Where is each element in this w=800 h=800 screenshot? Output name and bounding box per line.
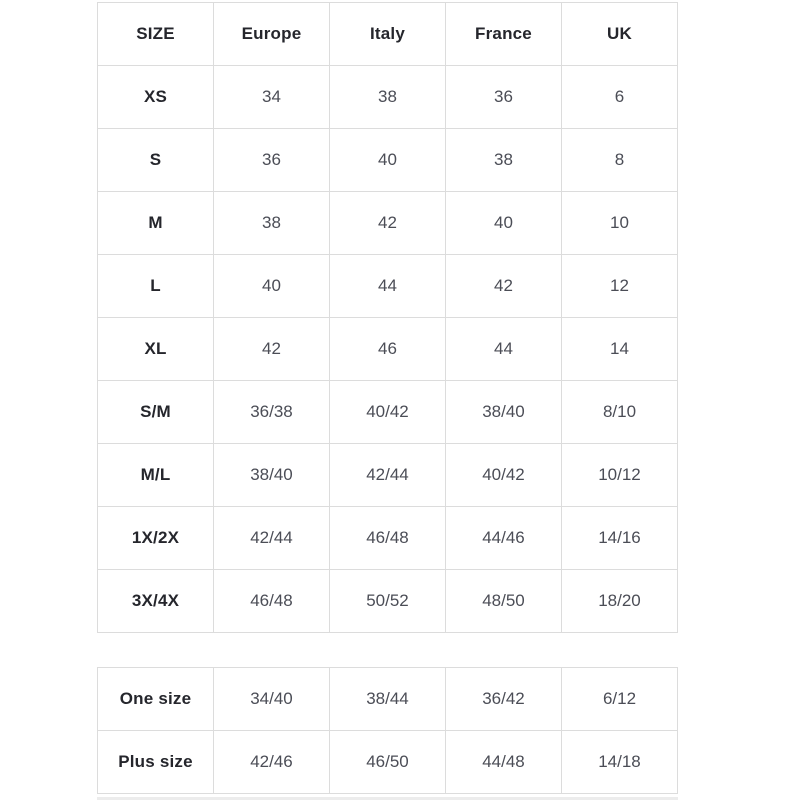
row-label: M/L bbox=[98, 444, 214, 507]
row-label: One size bbox=[98, 668, 214, 731]
table-row bbox=[98, 381, 678, 444]
table-row bbox=[98, 668, 678, 731]
table-cell: 48/50 bbox=[446, 570, 562, 633]
row-label: L bbox=[98, 255, 214, 318]
column-header-italy: Italy bbox=[330, 3, 446, 66]
table-cell: 42 bbox=[446, 255, 562, 318]
table-cell: 18/20 bbox=[562, 570, 678, 633]
table-row bbox=[98, 570, 678, 633]
table-cell: 44 bbox=[446, 318, 562, 381]
table-cell: 40 bbox=[446, 192, 562, 255]
table-row bbox=[98, 318, 678, 381]
table-cell: 44 bbox=[330, 255, 446, 318]
table-row bbox=[98, 66, 678, 129]
table-cell: 6 bbox=[562, 66, 678, 129]
table-cell: 42 bbox=[214, 318, 330, 381]
table-cell: 36 bbox=[446, 66, 562, 129]
table-cell: 50/52 bbox=[330, 570, 446, 633]
table-cell: 38/44 bbox=[330, 668, 446, 731]
row-label: XS bbox=[98, 66, 214, 129]
table-cell: 34 bbox=[214, 66, 330, 129]
table-cell: 42/44 bbox=[214, 507, 330, 570]
table-cell: 14/18 bbox=[562, 731, 678, 794]
table-cell: 38/40 bbox=[446, 381, 562, 444]
table-cell: 6/12 bbox=[562, 668, 678, 731]
table-cell: 38/40 bbox=[214, 444, 330, 507]
table-cell: 12 bbox=[562, 255, 678, 318]
row-label: XL bbox=[98, 318, 214, 381]
column-header-france: France bbox=[446, 3, 562, 66]
table-cell: 14/16 bbox=[562, 507, 678, 570]
table-cell: 42 bbox=[330, 192, 446, 255]
table-cell: 38 bbox=[446, 129, 562, 192]
table-cell: 42/44 bbox=[330, 444, 446, 507]
header-row bbox=[98, 3, 678, 66]
row-label: 1X/2X bbox=[98, 507, 214, 570]
table-row bbox=[98, 507, 678, 570]
size-conversion-table-main bbox=[97, 2, 678, 633]
table-cell: 40 bbox=[214, 255, 330, 318]
table-cell: 36/38 bbox=[214, 381, 330, 444]
size-conversion-table-extra bbox=[97, 667, 678, 794]
table-cell: 14 bbox=[562, 318, 678, 381]
table-cell: 44/48 bbox=[446, 731, 562, 794]
table-cell: 42/46 bbox=[214, 731, 330, 794]
table-cell: 46/50 bbox=[330, 731, 446, 794]
row-label: S bbox=[98, 129, 214, 192]
row-label: 3X/4X bbox=[98, 570, 214, 633]
row-label: Plus size bbox=[98, 731, 214, 794]
table-row bbox=[98, 129, 678, 192]
table-cell: 46/48 bbox=[330, 507, 446, 570]
table-cell: 36/42 bbox=[446, 668, 562, 731]
table-cell: 44/46 bbox=[446, 507, 562, 570]
column-header-uk: UK bbox=[562, 3, 678, 66]
table-cell: 38 bbox=[330, 66, 446, 129]
table-cell: 34/40 bbox=[214, 668, 330, 731]
table-cell: 46 bbox=[330, 318, 446, 381]
table-cell: 36 bbox=[214, 129, 330, 192]
table-cell: 10 bbox=[562, 192, 678, 255]
table-row bbox=[98, 192, 678, 255]
table-row bbox=[98, 444, 678, 507]
table-cell: 8/10 bbox=[562, 381, 678, 444]
row-label: M bbox=[98, 192, 214, 255]
table-cell: 40/42 bbox=[330, 381, 446, 444]
table-cell: 10/12 bbox=[562, 444, 678, 507]
table-row bbox=[98, 731, 678, 794]
table-cell: 40 bbox=[330, 129, 446, 192]
table-cell: 38 bbox=[214, 192, 330, 255]
table-cell: 46/48 bbox=[214, 570, 330, 633]
column-header-size: SIZE bbox=[98, 3, 214, 66]
row-label: S/M bbox=[98, 381, 214, 444]
column-header-europe: Europe bbox=[214, 3, 330, 66]
table-row bbox=[98, 255, 678, 318]
table-cell: 8 bbox=[562, 129, 678, 192]
size-chart-container bbox=[97, 2, 678, 794]
table-cell: 40/42 bbox=[446, 444, 562, 507]
